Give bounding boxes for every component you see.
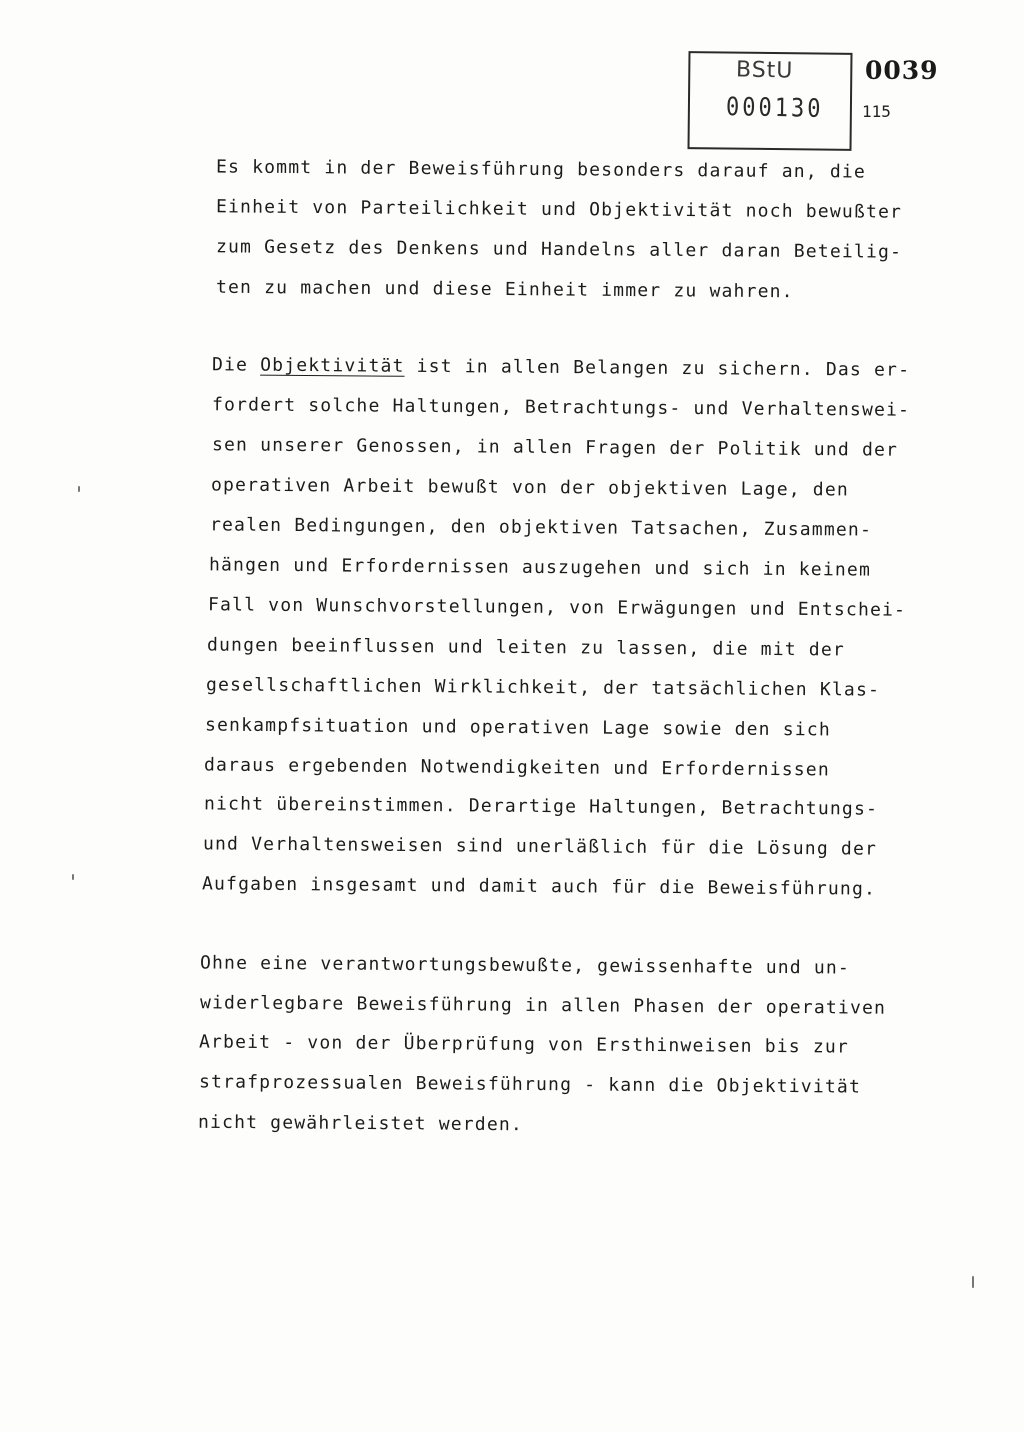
paragraph-2-line-4: operativen Arbeit bewußt von der objektiven Lage, den <box>210 474 850 501</box>
paragraph-1-line-2: Einheit von Parteilichkeit und Objektivität noch bewußter <box>215 196 903 223</box>
paragraph-3-line-1: Ohne eine verantwortungsbewußte, gewissenhafte und un- <box>199 952 851 979</box>
scan-speck <box>72 874 74 880</box>
paragraph-1-line-4: ten zu machen und diese Einheit immer zu wahren. <box>215 276 794 303</box>
paragraph-3-line-5: nicht gewährleistet werden. <box>197 1111 524 1136</box>
paragraph-2-line-3: sen unserer Genossen, in allen Fragen der Politik und der <box>211 434 899 461</box>
paragraph-2-line-7: Fall von Wunschvorstellungen, von Erwägungen und Entschei- <box>207 594 907 621</box>
paragraph-2-line-11: daraus ergebenden Notwendigkeiten und Erfordernissen <box>203 754 830 781</box>
paragraph-2-line-10: senkampfsituation und operativen Lage sowie den sich <box>204 714 831 741</box>
stamp-agency: BStU <box>735 57 794 84</box>
paragraph-2-line-9: gesellschaftlichen Wirklichkeit, der tatsächlichen Klas- <box>205 674 881 701</box>
folio-number: 0039 <box>865 56 939 85</box>
paragraph-2-line-2: fordert solche Haltungen, Betrachtungs- und Verhaltenswei- <box>211 394 911 421</box>
stamp-number: 000130 <box>725 93 824 124</box>
page-number: 115 <box>862 102 891 121</box>
line-suffix: ist in allen Belangen zu sichern. Das er- <box>404 355 911 381</box>
paragraph-3-line-4: strafprozessualen Beweisführung - kann die Objektivität <box>198 1071 862 1098</box>
line-prefix: Die <box>211 354 261 376</box>
paragraph-2-line-6: hängen und Erfordernissen auszugehen und sich in keinem <box>208 554 872 581</box>
scan-speck <box>972 1276 974 1288</box>
paragraph-1-line-1: Es kommt in der Beweisführung besonders darauf an, die <box>215 156 867 183</box>
paragraph-3-line-3: Arbeit - von der Überprüfung von Ersthinweisen bis zur <box>198 1031 850 1058</box>
archive-stamp <box>688 52 850 150</box>
paragraph-3-line-2: widerlegbare Beweisführung in allen Phasen der operativen <box>199 992 887 1019</box>
emphasis-objektivitaet: Objektivität <box>260 354 405 377</box>
paragraph-2-line-12: nicht übereinstimmen. Derartige Haltungen, Betrachtungs- <box>203 793 879 820</box>
paragraph-2-line-8: dungen beeinflussen und leiten zu lassen, die mit der <box>206 634 846 661</box>
paragraph-2-line-14: Aufgaben insgesamt und damit auch für die Beweisführung. <box>201 873 877 900</box>
scan-speck <box>78 486 80 492</box>
paragraph-2-line-13: und Verhaltensweisen sind unerläßlich für die Lösung der <box>202 833 878 860</box>
paragraph-1-line-3: zum Gesetz des Denkens und Handelns aller daran Beteilig- <box>215 236 903 263</box>
paragraph-2-line-1 <box>212 355 910 380</box>
paragraph-2-line-5: realen Bedingungen, den objektiven Tatsachen, Zusammen- <box>209 514 873 541</box>
